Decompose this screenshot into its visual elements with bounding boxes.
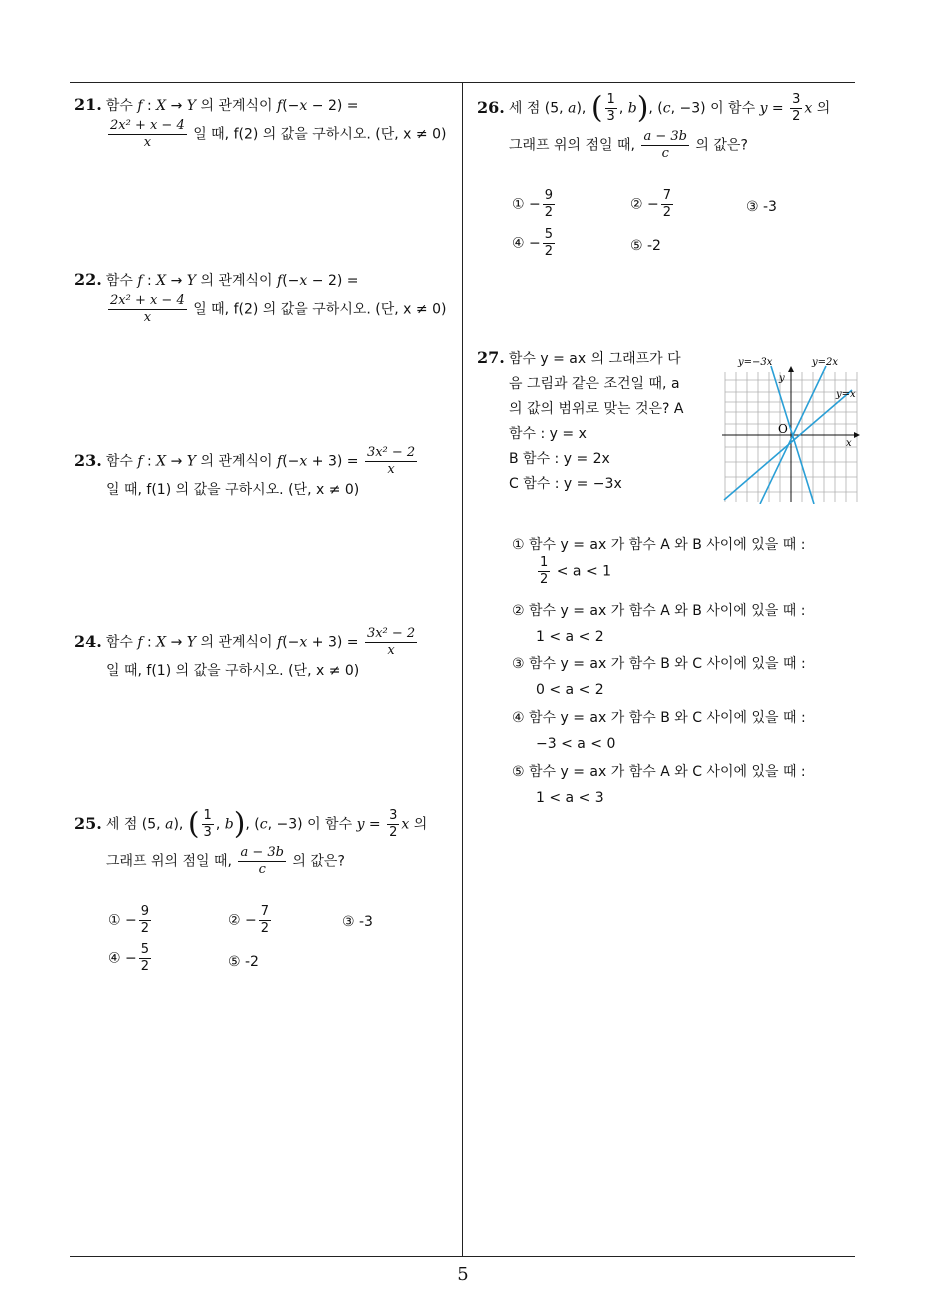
page-number: 5 <box>457 1264 469 1285</box>
problem-21: 21. 함수 f : X → Y 의 관계식이 f(−x − 2) = $\frac{\text{2x² + x − 4}}{x}$ 일 때, f(2) 의 값을 구하시오. (단, x ≠ 0) <box>74 95 447 150</box>
problem-27 <box>477 345 717 497</box>
choice-27-5[interactable] <box>512 759 857 811</box>
problem-text: 음 그림과 같은 조건일 때, a <box>509 376 680 392</box>
choice-label: ④ <box>512 235 525 252</box>
problem-26: 26. 세 점 (5, a), ( $\frac{1}{3}$ , b), (c, −3) 이 함수 y = $\frac{3}{2}$ x 의 그래프 위의 점일 때, $\frac{a - 3b}{c}$ 의 값은? <box>477 90 831 161</box>
fraction-numerator: 3x² − 2 <box>366 626 416 641</box>
problem-text: 의 관계식이 <box>200 453 273 470</box>
choice-27-3[interactable] <box>512 651 857 703</box>
problem-text: 의 관계식이 <box>200 273 273 289</box>
choice-label: ② <box>228 912 241 929</box>
problem-text: 일 때, f(1) 의 값을 구하시오. (단, x ≠ 0) <box>106 482 360 498</box>
fraction-numerator: a − 3b <box>240 845 284 860</box>
problem-text: 일 때, f(2) 의 값을 구하시오. (단, x ≠ 0) <box>193 126 447 143</box>
choice-25-2[interactable]: ② − $\frac{7}{2}$ <box>228 904 270 936</box>
problem-number: 27. <box>477 348 505 367</box>
choice-label: ① <box>108 912 121 929</box>
problem-text: 의 값의 범위로 맞는 것은? A <box>509 401 684 417</box>
choice-range: 1 < a < 3 <box>536 790 604 806</box>
fraction-numerator: 2x² + x − 4 <box>110 293 185 308</box>
problem-number: 23. <box>74 450 102 470</box>
label-a-line: y=x <box>836 389 856 400</box>
choice-label: ③ -3 <box>342 914 373 930</box>
problem-25: 25. 세 점 (5, a), ( $\frac{1}{3}$ , b), (c, −3) 이 함수 y = $\frac{3}{2}$ x 의 그래프 위의 점일 때, $\frac{a - 3b}{c}$ 의 값은? <box>74 806 428 877</box>
choice-text: ② 함수 y = ax 가 함수 A 와 B 사이에 있을 때 : <box>512 603 806 619</box>
problem-number: 22. <box>74 270 102 289</box>
choice-25-1[interactable]: ① − $\frac{9}{2}$ <box>108 904 150 936</box>
fraction-numerator: 7 <box>662 188 672 203</box>
choice-26-3[interactable] <box>746 197 777 217</box>
problem-text: 세 점 <box>508 100 541 117</box>
choice-range: 1 < a < 2 <box>536 629 604 645</box>
line-a <box>724 390 852 500</box>
fraction-numerator: 2x² + x − 4 <box>110 118 185 133</box>
problem-text: 일 때, f(1) 의 값을 구하시오. (단, x ≠ 0) <box>106 663 360 679</box>
fraction <box>641 129 689 162</box>
problem-number: 24. <box>74 631 102 651</box>
fraction-denominator: 2 <box>140 921 150 936</box>
problem-text: 의 값은? <box>292 853 345 870</box>
problem-text: 함수 : y = x <box>509 426 587 442</box>
fraction-numerator: 3x² − 2 <box>366 445 416 460</box>
fraction-numerator: 9 <box>544 188 554 203</box>
problem-text: 의 관계식이 <box>200 98 273 114</box>
problem-text: 그래프 위의 점일 때, <box>509 137 635 154</box>
choice-25-5[interactable] <box>228 952 259 972</box>
fraction <box>108 118 187 151</box>
fraction <box>538 555 550 588</box>
choice-label: ④ <box>108 950 121 967</box>
fraction <box>259 904 271 937</box>
fraction <box>543 188 555 221</box>
bottom-rule <box>70 1256 855 1257</box>
choice-label: ② <box>630 196 643 213</box>
label-b-line: y=2x <box>812 357 839 368</box>
fraction-denominator: 2 <box>662 205 672 220</box>
problem-text: 일 때, f(2) 의 값을 구하시오. (단, x ≠ 0) <box>193 301 447 318</box>
function-graph <box>722 352 860 504</box>
choice-26-5[interactable] <box>630 236 661 256</box>
fraction: $\frac{1}{3}$ <box>606 92 615 124</box>
choice-text: ① 함수 y = ax 가 함수 A 와 B 사이에 있을 때 : <box>512 537 806 553</box>
problem-number: 26. <box>477 97 505 117</box>
choice-25-4[interactable]: ④ − $\frac{5}{2}$ <box>108 942 150 974</box>
fraction: $\frac{3}{2}$ <box>792 92 801 124</box>
choice-27-1[interactable] <box>512 535 857 588</box>
fraction-numerator: 1 <box>540 555 549 570</box>
choice-text: ③ 함수 y = ax 가 함수 B 와 C 사이에 있을 때 : <box>512 656 806 672</box>
fraction-numerator: a − 3b <box>643 129 687 144</box>
fraction-denominator: x <box>387 462 395 477</box>
problem-text: 의 값은? <box>695 137 748 154</box>
problem-22: 22. 함수 f : X → Y 의 관계식이 f(−x − 2) = $\frac{\text{2x² + x − 4}}{x}$ 일 때, f(2) 의 값을 구하시오. (단, x ≠ 0) <box>74 270 447 325</box>
problem-text: 함수 <box>105 98 133 114</box>
choice-label: ⑤ -2 <box>630 238 661 254</box>
problem-text: 세 점 <box>105 816 138 833</box>
problem-24: 24. 함수 f : X → Y 의 관계식이 f(−x + 3) = $\frac{\text{3x² − 2}}{x}$ 일 때, f(1) 의 값을 구하시오. (단, x ≠ 0) <box>74 626 459 681</box>
problem-number: 25. <box>74 813 102 833</box>
fraction-denominator: 2 <box>544 205 554 220</box>
fraction-numerator: 7 <box>260 904 270 919</box>
problem-23: 23. 함수 f : X → Y 의 관계식이 f(−x + 3) = $\frac{\text{3x² − 2}}{x}$ 일 때, f(1) 의 값을 구하시오. (단, x ≠ 0) <box>74 445 459 500</box>
problem-text: 함수 <box>105 273 133 289</box>
fraction-numerator: 9 <box>140 904 150 919</box>
problem-text: 이 함수 <box>307 816 353 833</box>
choice-27-4[interactable] <box>512 705 857 757</box>
choice-text: ④ 함수 y = ax 가 함수 B 와 C 사이에 있을 때 : <box>512 710 806 726</box>
fraction-denominator: x <box>143 135 152 150</box>
fraction-denominator: x <box>143 310 152 325</box>
fraction <box>661 188 673 221</box>
problem-text: 의 관계식이 <box>200 634 273 651</box>
problem-text: 함수 <box>105 634 133 651</box>
problem-text: 함수 y = ax 의 그래프가 다 <box>508 351 681 367</box>
column-divider <box>462 82 463 1257</box>
choice-25-3[interactable] <box>342 912 373 932</box>
choice-26-4[interactable]: ④ − $\frac{5}{2}$ <box>512 227 554 259</box>
choice-range: 0 < a < 2 <box>536 682 604 698</box>
fraction <box>365 626 417 659</box>
choice-26-2[interactable]: ② − $\frac{7}{2}$ <box>630 188 672 220</box>
fraction: $\frac{1}{3}$ <box>203 808 212 840</box>
fraction-numerator: 5 <box>140 942 150 957</box>
choice-26-1[interactable]: ① − $\frac{9}{2}$ <box>512 188 554 220</box>
problem-text: 이 함수 <box>710 100 756 117</box>
fraction <box>139 942 151 975</box>
choice-label: ⑤ -2 <box>228 954 259 970</box>
fraction-numerator: 5 <box>544 227 554 242</box>
problem-text: 함수 <box>105 453 133 470</box>
choice-label: ③ -3 <box>746 199 777 215</box>
fraction <box>108 293 187 326</box>
fraction <box>365 445 417 478</box>
label-origin: O <box>778 422 788 436</box>
problem-text: C 함수 : y = −3x <box>509 476 622 492</box>
fraction: $\frac{3}{2}$ <box>389 808 398 840</box>
fraction-denominator: 2 <box>540 572 549 587</box>
choice-range: −3 < a < 0 <box>536 736 616 752</box>
choice-27-2[interactable] <box>512 598 857 650</box>
label-x-axis: x <box>846 438 852 449</box>
choice-label: ① <box>512 196 525 213</box>
fraction-denominator: x <box>387 643 395 658</box>
fraction <box>238 845 286 878</box>
label-y-axis: y <box>779 373 785 384</box>
fraction <box>139 904 151 937</box>
fraction-denominator: c <box>661 146 669 161</box>
choice-text: ⑤ 함수 y = ax 가 함수 A 와 C 사이에 있을 때 : <box>512 764 806 780</box>
fraction <box>543 227 555 260</box>
fraction-denominator: c <box>258 862 266 877</box>
fraction-denominator: 2 <box>544 244 554 259</box>
problem-text: 그래프 위의 점일 때, <box>106 853 232 870</box>
choice-range: < a < 1 <box>556 563 612 580</box>
fraction-denominator: 2 <box>140 959 150 974</box>
y-axis-arrow <box>788 366 794 372</box>
fraction-denominator: 2 <box>260 921 270 936</box>
problem-text: B 함수 : y = 2x <box>509 451 610 467</box>
problem-number: 21. <box>74 95 102 114</box>
label-c-line: y=−3x <box>738 357 773 368</box>
